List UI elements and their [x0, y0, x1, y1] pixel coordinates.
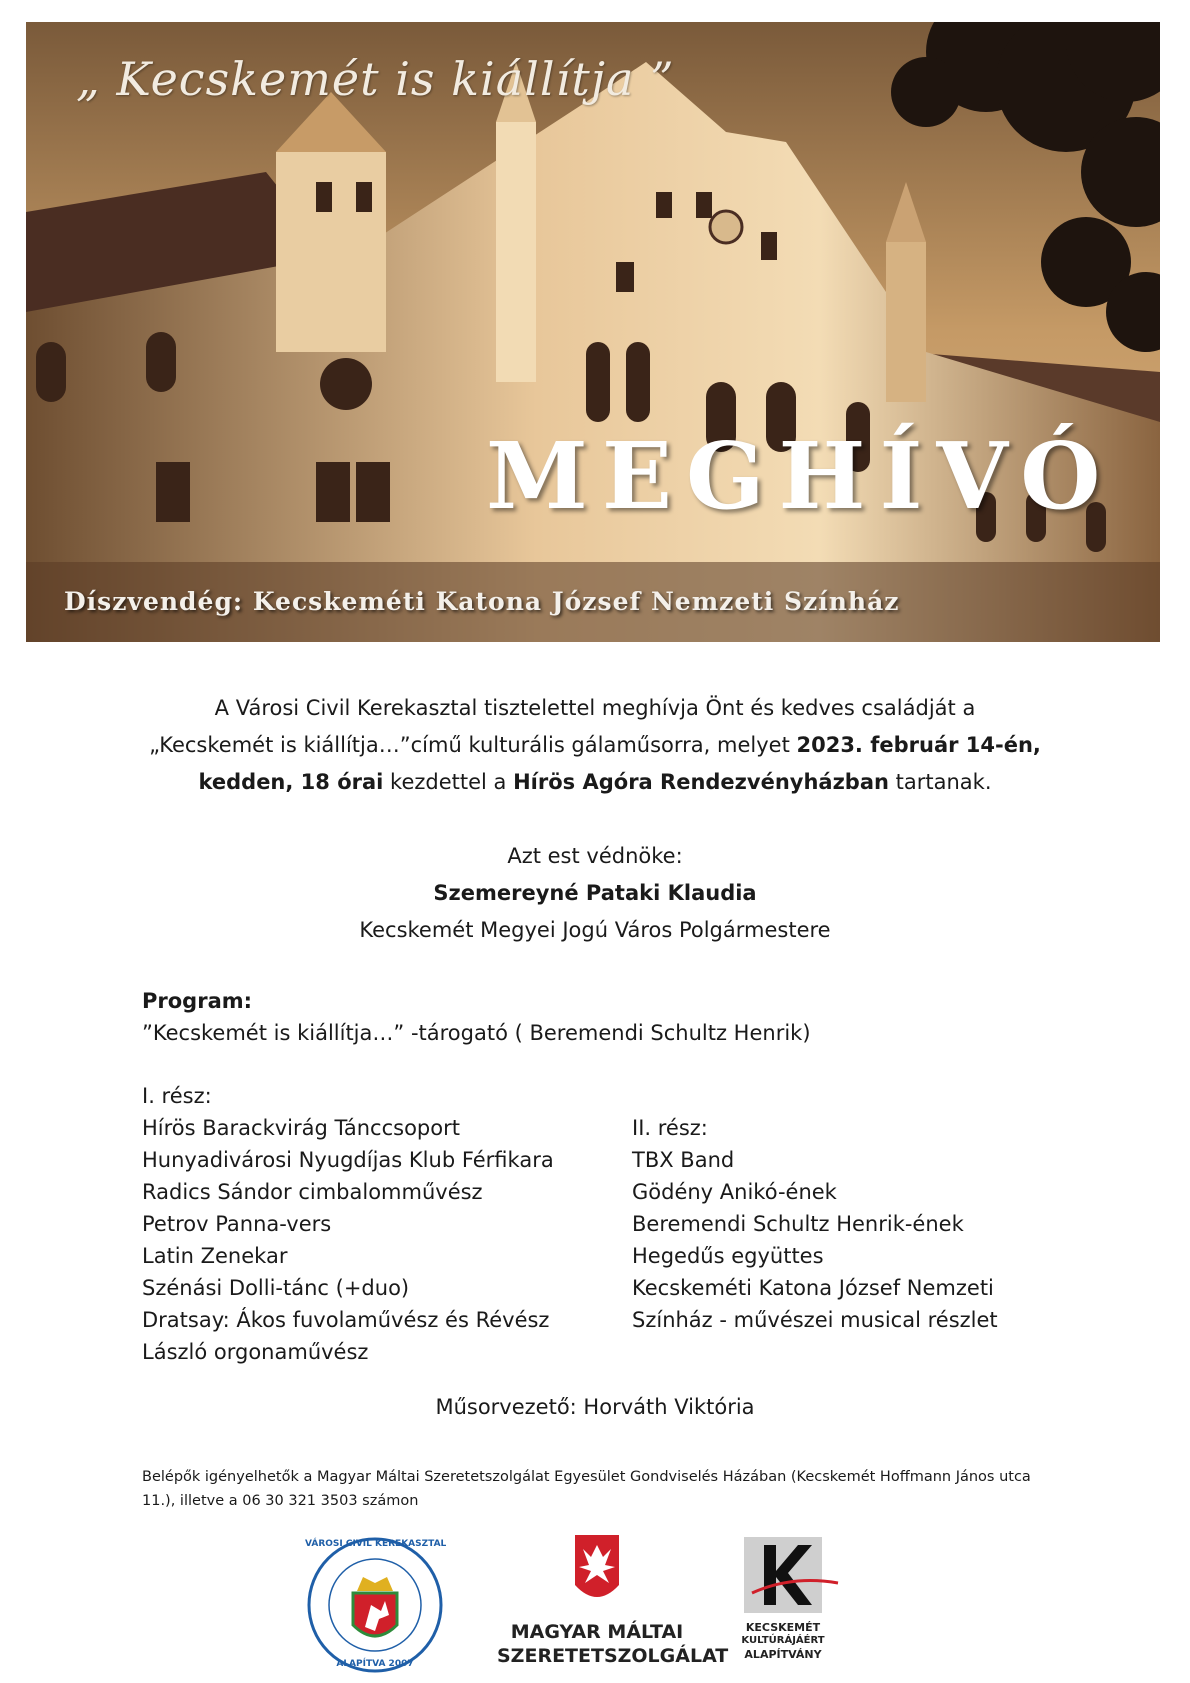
event-venue: Hírös Agóra Rendezvényházban	[513, 770, 889, 794]
list-item: Hunyadivárosi Nyugdíjas Klub Férfikara	[142, 1148, 554, 1172]
maltai-line-1: MAGYAR MÁLTAI	[510, 1621, 684, 1643]
intro-line-3-text: kezdettel a	[383, 770, 514, 794]
maltai-line-2: SZERETETSZOLGÁLAT	[497, 1645, 729, 1667]
list-item: Hírös Barackvirág Tánccsoport	[142, 1116, 460, 1140]
patron-name: Szemereyné Pataki Klaudia	[433, 881, 757, 905]
patron-title: Kecskemét Megyei Jogú Város Polgármestere	[359, 918, 831, 942]
event-date: 2023. február 14-én,	[796, 733, 1041, 757]
hero-title: MEGHÍVÓ	[486, 422, 1115, 530]
intro-line-3	[0, 764, 1190, 801]
list-item: Hegedűs együttes	[632, 1244, 824, 1268]
guest-of-honor: Díszvendég: Kecskeméti Katona József Nemzeti Színház	[64, 587, 900, 616]
patron-label: Azt est védnöke:	[507, 844, 683, 868]
list-item: Latin Zenekar	[142, 1244, 288, 1268]
civil-logo-bottom-text: ALAPÍTVA 2007	[336, 1659, 414, 1669]
list-item: Beremendi Schultz Henrik-ének	[632, 1212, 964, 1236]
hero-quote: „ Kecskemét is kiállítja ”	[76, 52, 675, 106]
kult-line-2: KULTÚRÁJÁÉRT	[741, 1635, 825, 1646]
town-hall-illustration	[26, 22, 1160, 642]
intro-line-3-end: tartanak.	[888, 770, 992, 794]
list-item: Dratsay: Ákos fuvolaművész és Révész	[142, 1308, 550, 1332]
kult-line-1: KECSKEMÉT	[745, 1621, 821, 1634]
list-item: Petrov Panna-vers	[142, 1212, 332, 1236]
list-item: Radics Sándor cimbalomművész	[142, 1180, 483, 1204]
civil-logo-top-text: VÁROSI CIVIL KEREKASZTAL	[305, 1539, 447, 1549]
list-item: László orgonaművész	[142, 1340, 369, 1364]
ticket-note: Belépők igényelhetők a Magyar Máltai Szeretetszolgálat Egyesület Gondviselés Házában (Kecskemét Hoffmann János utca 11.), illetve a 06 30 321 3503 számon	[142, 1469, 1031, 1509]
civil-seal-icon	[305, 1535, 445, 1675]
invitation-text	[0, 690, 1190, 801]
host: Műsorvezető: Horváth Viktória	[435, 1395, 755, 1419]
program-opening: ”Kecskemét is kiállítja…” -tárogató ( Beremendi Schultz Henrik)	[142, 1021, 811, 1045]
civil-kerekasztal-logo	[305, 1535, 445, 1675]
program-heading: Program:	[142, 989, 253, 1013]
intro-line-2-text: „Kecskemét is kiállítja…”című kulturális gálaműsorra, melyet	[149, 733, 797, 757]
event-time: kedden, 18 órai	[198, 770, 384, 794]
intro-line-1: A Városi Civil Kerekasztal tisztelettel meghívja Önt és kedves családját a	[214, 696, 976, 720]
intro-line-2	[0, 727, 1190, 764]
kult-line-3: ALAPÍTVÁNY	[744, 1648, 822, 1661]
list-item: Gödény Anikó-ének	[632, 1180, 837, 1204]
maltese-cross-icon	[497, 1535, 697, 1615]
k-letter-icon	[742, 1535, 842, 1615]
patron-block	[0, 838, 1190, 949]
list-item: TBX Band	[632, 1148, 735, 1172]
hero-banner	[26, 22, 1160, 642]
list-item: Szénási Dolli-tánc (+duo)	[142, 1276, 410, 1300]
list-item: Kecskeméti Katona József Nemzeti	[632, 1276, 994, 1300]
list-item: Színház - művészei musical részlet	[632, 1308, 998, 1332]
program-part-1	[142, 1080, 554, 1368]
kulturajaert-logo	[742, 1535, 842, 1675]
program-part-2	[632, 1112, 998, 1336]
maltai-logo	[497, 1535, 729, 1675]
part-1-heading: I. rész:	[142, 1084, 212, 1108]
part-2-heading: II. rész:	[632, 1116, 708, 1140]
